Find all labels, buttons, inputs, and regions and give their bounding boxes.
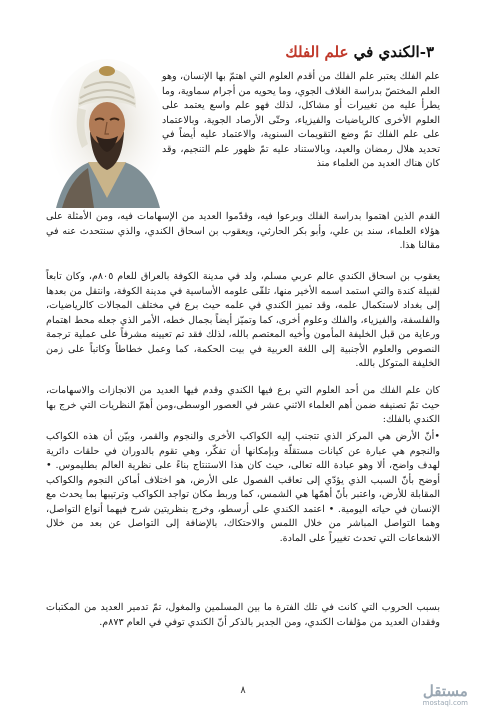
heading-highlight: علم الفلك bbox=[285, 43, 349, 61]
biography-paragraph: يعقوب بن اسحاق الكندي عالم عربي مسلم، ولد في مدينة الكوفة بالعراق للعام ٨٠٥م، وكان تابعاً لقبيلة كندة والتي استمد اسمه الأخير منها، تلقّى علومه الأساسية في مدينة الكوفة، وانتقل من بعدها إلى بغداد لاستكمال علمه، وقد تميز الكندي في علمه حيث برع في مختلف المجالات كالرياضيات، والفلسفة، والفيزياء، والفلك وعلوم أخرى، كما وتميّز أيضاً بجمال خطه، الأمر الذي جعله محط اهتمام ورعاية من قبل الخليفة المأمون وأخيه المعتصم بالله، لذلك فقد تم تعيينه مشرفاً على عملية ترجمة النصوص والعلوم الأجنبية إلى اللغة العربية في بيت الحكمة، كما وعمل خطاطاً وكاتباً على زمن الخليفة المتوكل بالله. bbox=[46, 271, 441, 369]
alkindi-portrait-image bbox=[48, 58, 166, 208]
watermark-brand: مستقل bbox=[422, 682, 468, 700]
intro-paragraph: علم الفلك يعتبر علم الفلك من أقدم العلوم التي اهتمّ بها الإنسان، وهو العلم المختصّ بدراسة الغلاف الجوي، وما يحويه من أجرام سماوية، وما يطرأ عليه من تغييرات أو مشاكل، لذلك فهو علم واسع يعتمد على العلوم الأخرى كالرياضيات والفيزياء، وحتّى الأرصاد الجوية، وبالاعتماد على علم الفلك تمّ وضع التقويمات السنوية، والاعتماد عليه أيضاً في تحديد هلال رمضان والعيد، وبالاستناد عليه تمّ ظهور علم التنجيم، وقد كان هناك العديد من العلماء منذ bbox=[162, 71, 440, 169]
heading-prefix: ٣-الكندي في bbox=[348, 43, 434, 61]
section-heading bbox=[285, 43, 434, 61]
page-number: ٨ bbox=[240, 685, 246, 696]
closing-paragraph: بسبب الحروب التي كانت في تلك الفترة ما بين المسلمين والمغول، تمّ تدمير العديد من المكتبات وفقدان العديد من مؤلفات الكندي، ومن الجدير بالذكر أنّ الكندي توفي في العام ٨٧٣م. bbox=[46, 602, 440, 628]
mostaql-watermark-logo bbox=[423, 683, 468, 708]
theories-paragraph: •أنّ الأرض هي المركز الذي تتجنب إليه الكواكب الأخرى والنجوم والقمر، وبيّن أن هذه الكواكب والنجوم هي عبارة عن كيانات مستقلّة وبإمكانها أن تفكّر، وهي تقوم بالدوران في حلقات دائرية لهدف واضح، ألا وهو عبادة الله تعالى، حيث كان هذا الاستنتاج بناءً على نظرية العالم بطليموس. • أوضح بأنّ السبب الذي يؤدّي إلى تعاقب الفصول على الأرض، هو اختلاف أماكن النجوم والكواكب المقابلة للأرض، واعتبر بأنّ أهمّها هي الشمس، كما وربط مكان تواجد الكواكب وترتيبها بما يحدث مع الإنسان في حياته اليومية. • اعتمد الكندي على أرسطو، وخرج بنظريتين شرح فيهما أنواع التواصل، وهما التواصل المباشر من خلال اللمس والاحتكاك، بالإضافة إلى التواصل عن بعد من خلال الاشعاعات التي تحدث تغييراً على المادة. bbox=[46, 431, 440, 544]
astronomy-achievements-paragraph: كان علم الفلك من أحد العلوم التي برع فيها الكندي وقدم فيها العديد من الانجازات والاسهامات، حيث تمّ تصنيفه ضمن أهم العلماء الاثني عشر في العصور الوسطى،ومن أهمّ النظريات التي خرج بها الكندي بالفلك: bbox=[46, 385, 440, 425]
watermark-domain: mostaql.com bbox=[422, 699, 468, 707]
intro-paragraph-continued: القدم الذين اهتموا بدراسة الفلك وبرعوا فيه، وقدّموا العديد من الإسهامات فيه، ومن الأمثلة على هؤلاء العلماء، سند بن علي، وأبو بكر الحارثي، ويعقوب بن اسحاق الكندي، والذي سنتحدث عنه في مقالنا هذا. bbox=[46, 211, 440, 251]
